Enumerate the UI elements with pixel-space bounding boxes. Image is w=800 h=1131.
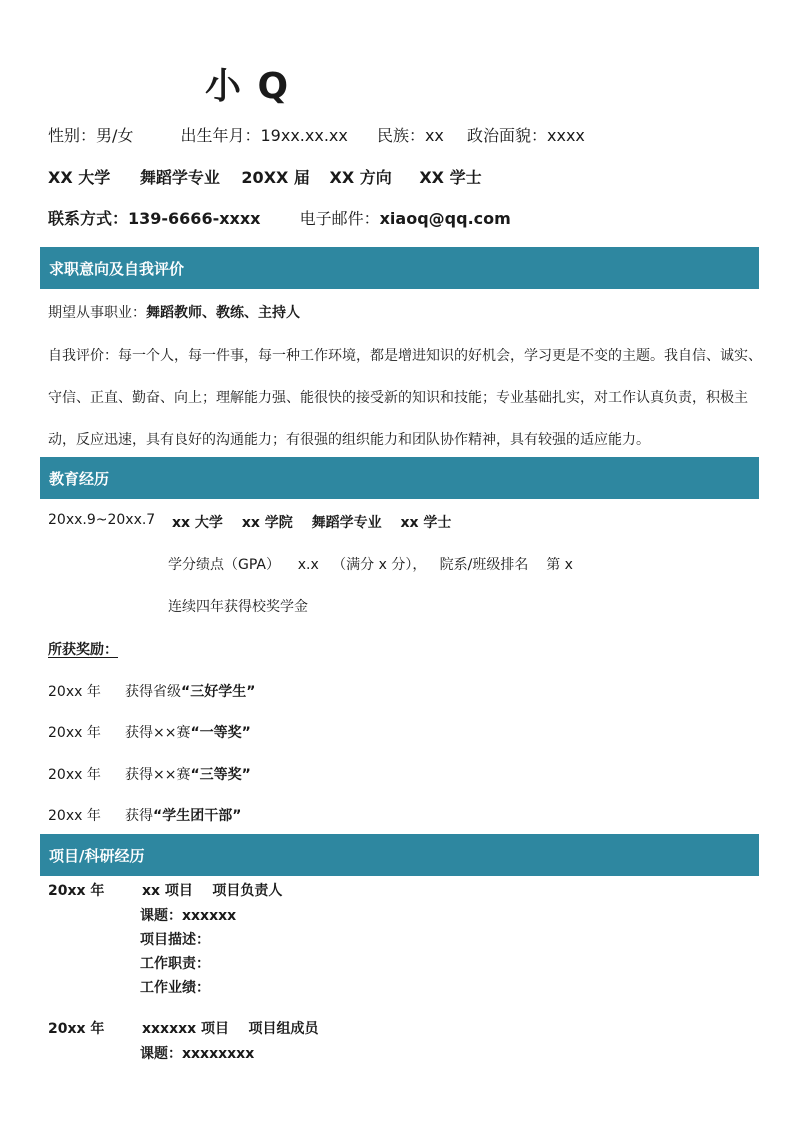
project-detail: 课题：xxxxxxxx bbox=[140, 1046, 255, 1062]
graduation-year: 20XX 届 bbox=[241, 168, 310, 187]
project-head: xx 项目 项目负责人 bbox=[142, 883, 283, 899]
project-detail: 课题：xxxxxx bbox=[140, 908, 237, 924]
education-summary-row bbox=[48, 165, 482, 188]
scholarship-line: 连续四年获得校奖学金 bbox=[168, 599, 308, 615]
major: 舞蹈学专业 bbox=[139, 168, 220, 187]
section-header-objective: 求职意向及自我评价 bbox=[40, 247, 759, 289]
project-detail: 工作职责： bbox=[140, 956, 210, 972]
expected-position: 期望从事职业：舞蹈教师、教练、主持人 bbox=[48, 305, 300, 321]
direction: XX 方向 bbox=[329, 168, 392, 187]
education-school-line: xx 大学 xx 学院 舞蹈学专业 xx 学士 bbox=[172, 515, 452, 531]
project-head: xxxxxx 项目 项目组成员 bbox=[142, 1021, 319, 1037]
self-eval-line: 自我评价：每一个人，每一件事，每一种工作环境，都是增进知识的好机会，学习更是不变的主题。我自信、诚实、 bbox=[48, 348, 762, 364]
gender: 性别：男/女 bbox=[48, 126, 134, 145]
project-detail: 项目描述： bbox=[140, 932, 210, 948]
resume-name: 小 Q bbox=[205, 66, 291, 107]
email-value[interactable]: xiaoq@qq.com bbox=[379, 209, 511, 228]
self-eval-line: 动，反应迅速，具有良好的沟通能力；有很强的组织能力和团队协作精神，具有较强的适应能力。 bbox=[48, 432, 650, 448]
award-item: 20xx 年 获得××赛“三等奖” bbox=[48, 767, 251, 783]
political-status: 政治面貌：xxxx bbox=[467, 126, 585, 145]
phone: 联系方式：139-6666-xxxx bbox=[48, 209, 261, 228]
contact-row bbox=[48, 206, 511, 229]
gpa-line: 学分绩点（GPA） x.x （满分 x 分）， 院系/班级排名 第 x bbox=[168, 557, 573, 573]
section-header-education: 教育经历 bbox=[40, 457, 759, 499]
email-label: 电子邮件： bbox=[299, 209, 380, 228]
awards-heading: 所获奖励： bbox=[48, 642, 118, 658]
award-item: 20xx 年 获得“学生团干部” bbox=[48, 808, 242, 824]
project-detail: 工作业绩： bbox=[140, 980, 210, 996]
education-period: 20xx.9~20xx.7 bbox=[48, 512, 156, 528]
personal-info-row bbox=[48, 123, 585, 146]
self-eval-line: 守信、正直、勤奋、向上；理解能力强、能很快的接受新的知识和技能；专业基础扎实，对工作认真负责，积极主 bbox=[48, 390, 748, 406]
project-year: 20xx 年 bbox=[48, 883, 105, 899]
award-item: 20xx 年 获得××赛“一等奖” bbox=[48, 725, 251, 741]
university: XX 大学 bbox=[48, 168, 111, 187]
degree: XX 学士 bbox=[419, 168, 482, 187]
ethnicity: 民族：xx bbox=[376, 126, 444, 145]
birth-date: 出生年月：19xx.xx.xx bbox=[180, 126, 348, 145]
section-header-projects: 项目/科研经历 bbox=[40, 834, 759, 876]
project-year: 20xx 年 bbox=[48, 1021, 105, 1037]
award-item: 20xx 年 获得省级“三好学生” bbox=[48, 684, 256, 700]
